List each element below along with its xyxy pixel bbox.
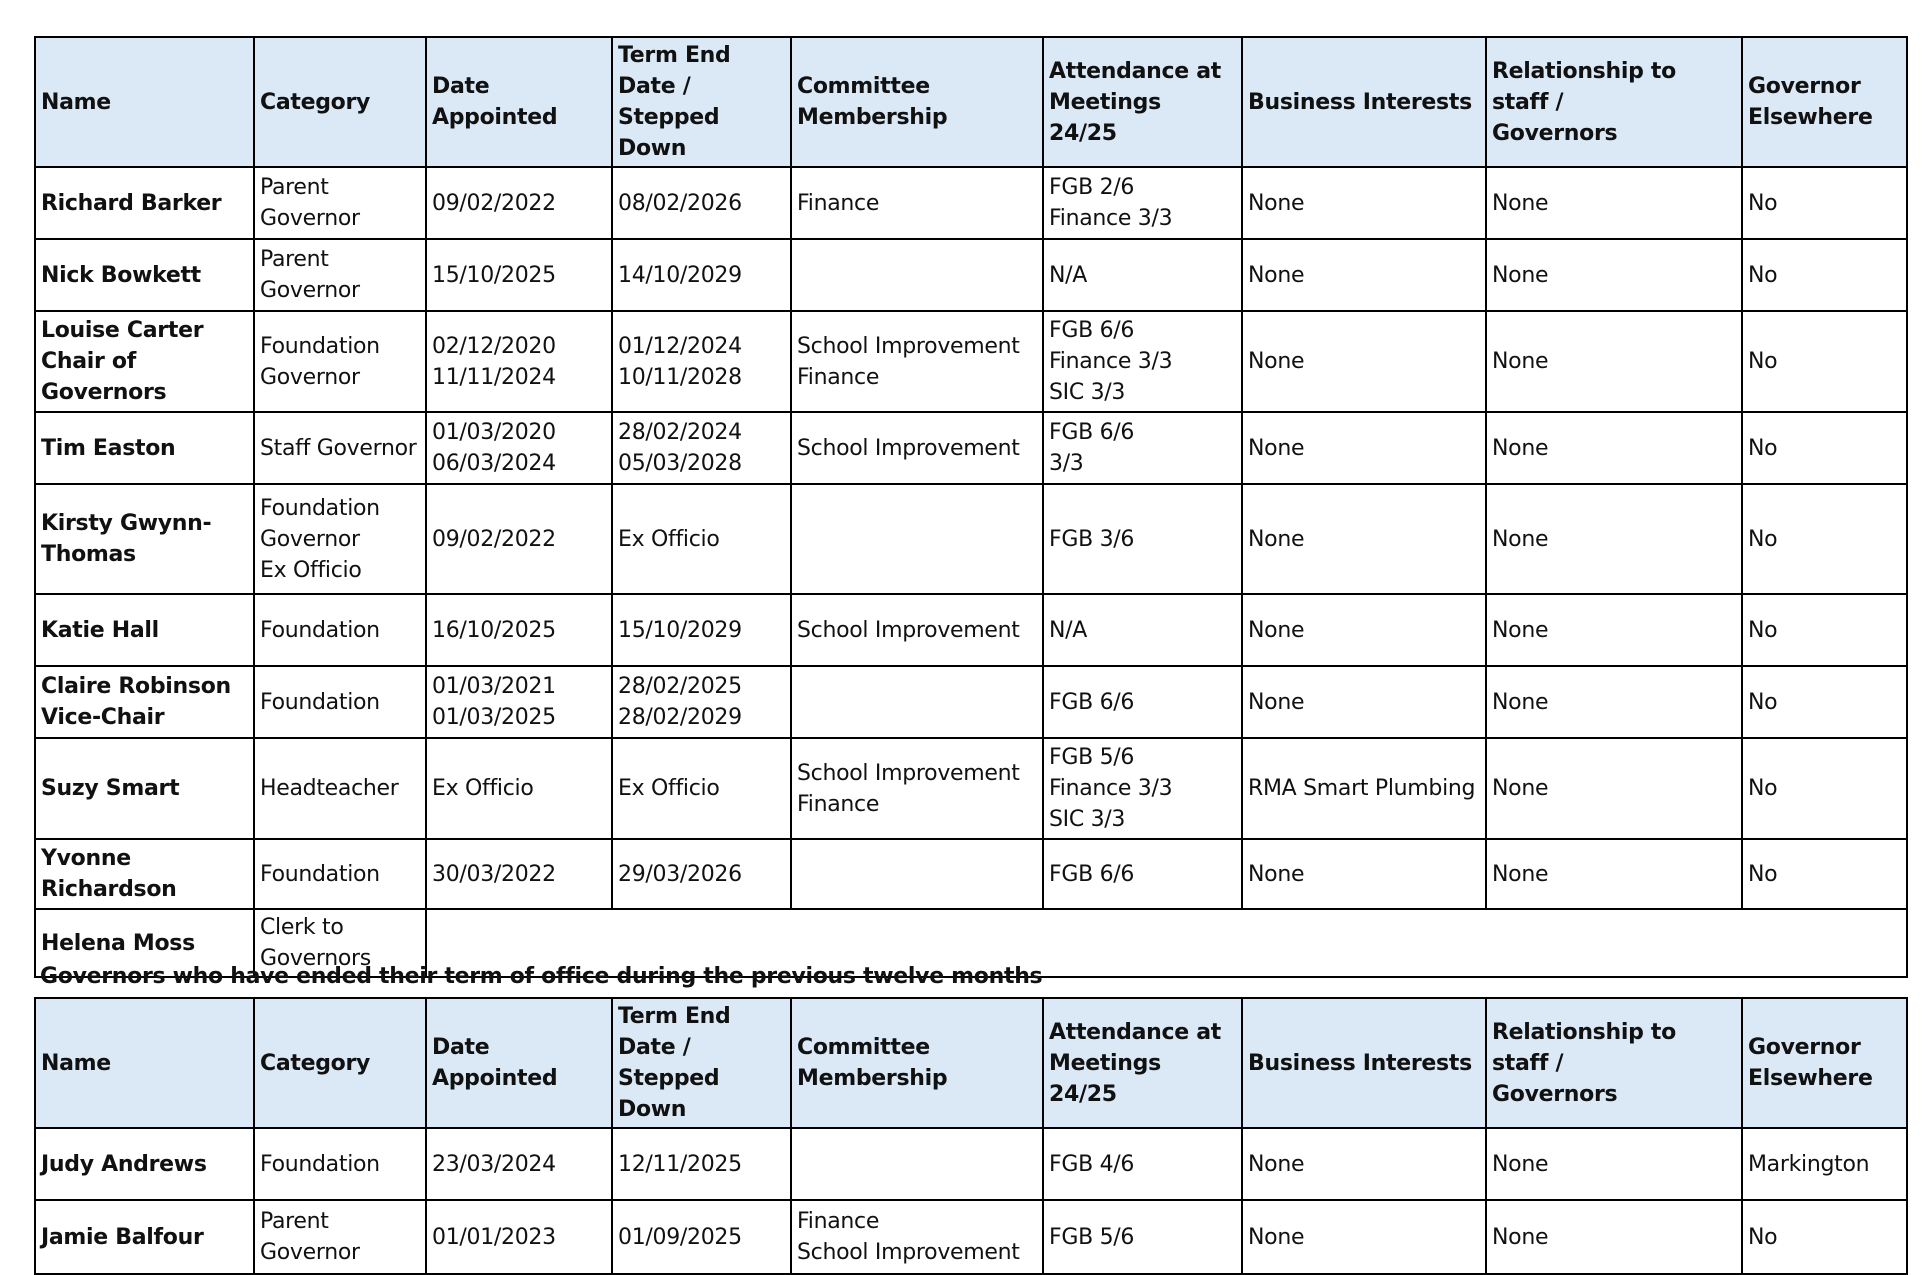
cell-line: 10/11/2028	[618, 364, 742, 390]
cell-line: N/A	[1049, 262, 1088, 288]
cell-line: Business Interests	[1248, 1050, 1472, 1076]
column-header-relationship	[1486, 37, 1742, 167]
cell-line: FGB 6/6	[1049, 861, 1135, 887]
cell-line: Clerk to	[260, 915, 344, 940]
appointed-cell	[426, 594, 612, 666]
relationship-cell	[1486, 594, 1742, 666]
relationship-cell	[1486, 839, 1742, 909]
business-cell	[1242, 1128, 1486, 1200]
cell-line: No	[1748, 689, 1778, 715]
cell-line: Elsewhere	[1748, 1066, 1873, 1091]
cell-line: None	[1492, 349, 1549, 374]
cell-line: 02/12/2020	[432, 333, 556, 359]
relationship-cell	[1486, 738, 1742, 839]
committee-cell	[791, 839, 1043, 909]
cell-line: School Improvement	[797, 760, 1020, 786]
appointed-cell	[426, 412, 612, 484]
cell-line: Finance	[797, 364, 880, 390]
cell-line: Term End Date /	[618, 43, 731, 99]
column-header-elsewhere	[1742, 37, 1907, 167]
cell-line: 15/10/2029	[618, 617, 742, 643]
cell-line: Membership	[797, 1066, 948, 1091]
attendance-cell	[1043, 839, 1242, 909]
column-header-committee	[791, 37, 1043, 167]
cell-line: SIC 3/3	[1049, 807, 1126, 832]
cell-line: Parent	[260, 247, 329, 272]
cell-line: 06/03/2024	[432, 451, 556, 476]
cell-line: None	[1248, 1151, 1305, 1177]
term-end-cell	[612, 1200, 791, 1274]
cell-line: No	[1748, 526, 1778, 552]
category-cell	[254, 1128, 426, 1200]
name-cell	[35, 1128, 254, 1200]
cell-line: 16/10/2025	[432, 617, 556, 643]
cell-line: None	[1248, 526, 1305, 552]
past-governors-table	[34, 997, 1908, 1275]
business-cell	[1242, 738, 1486, 839]
cell-line: Foundation	[260, 333, 380, 359]
current-table-body	[35, 167, 1907, 977]
past-governors-section-title: Governors who have ended their term of office during the previous twelve months	[40, 964, 1043, 989]
attendance-cell	[1043, 412, 1242, 484]
business-cell	[1242, 412, 1486, 484]
cell-line: FGB 2/6	[1049, 175, 1135, 200]
attendance-cell	[1043, 666, 1242, 738]
term-end-cell	[612, 738, 791, 839]
cell-line: 29/03/2026	[618, 861, 742, 887]
category-cell	[254, 167, 426, 239]
cell-line: None	[1248, 861, 1305, 887]
category-cell	[254, 738, 426, 839]
cell-line: FGB 6/6	[1049, 420, 1135, 445]
cell-line: Kirsty Gwynn-	[41, 511, 212, 536]
cell-line: 09/02/2022	[432, 526, 556, 552]
cell-line: Foundation	[260, 1151, 380, 1177]
cell-line: None	[1248, 190, 1305, 216]
relationship-cell	[1486, 412, 1742, 484]
category-cell	[254, 484, 426, 594]
relationship-cell	[1486, 484, 1742, 594]
relationship-cell	[1486, 239, 1742, 311]
elsewhere-cell	[1742, 1128, 1907, 1200]
name-cell	[35, 311, 254, 412]
category-cell	[254, 839, 426, 909]
cell-line: Meetings 24/25	[1049, 89, 1161, 146]
cell-line: None	[1248, 617, 1305, 643]
cell-line: None	[1248, 435, 1305, 461]
attendance-cell	[1043, 594, 1242, 666]
term-end-cell	[612, 484, 791, 594]
cell-line: 01/03/2021	[432, 674, 556, 699]
term-end-cell	[612, 1128, 791, 1200]
table-row	[35, 239, 1907, 311]
attendance-cell	[1043, 239, 1242, 311]
column-header-attendance	[1043, 37, 1242, 167]
cell-line: 11/11/2024	[432, 364, 556, 390]
cell-line: Nick Bowkett	[41, 262, 201, 288]
cell-line: None	[1492, 262, 1549, 288]
cell-line: Suzy Smart	[41, 776, 180, 801]
table-row	[35, 839, 1907, 909]
cell-line: 28/02/2025	[618, 674, 742, 699]
business-cell	[1242, 239, 1486, 311]
elsewhere-cell	[1742, 1200, 1907, 1274]
column-header-elsewhere	[1742, 998, 1907, 1128]
committee-cell	[791, 167, 1043, 239]
cell-line: Ex Officio	[432, 776, 534, 801]
cell-line: School Improvement	[797, 333, 1020, 359]
appointed-cell	[426, 839, 612, 909]
column-header-attendance	[1043, 998, 1242, 1128]
cell-line: None	[1492, 190, 1549, 216]
past-table-header	[35, 998, 1907, 1128]
appointed-cell	[426, 738, 612, 839]
committee-cell	[791, 666, 1043, 738]
category-cell	[254, 311, 426, 412]
cell-line: Governor	[260, 206, 360, 231]
attendance-cell	[1043, 738, 1242, 839]
header-row	[35, 998, 1907, 1128]
cell-line: Governor	[260, 278, 360, 303]
elsewhere-cell	[1742, 412, 1907, 484]
cell-line: Committee	[797, 74, 930, 99]
committee-cell	[791, 1200, 1043, 1274]
cell-line: Date Appointed	[432, 74, 558, 130]
table-row	[35, 484, 1907, 594]
attendance-cell	[1043, 1200, 1242, 1274]
table-row	[35, 594, 1907, 666]
cell-line: Finance	[797, 1209, 880, 1234]
cell-line: 30/03/2022	[432, 861, 556, 887]
appointed-cell	[426, 1128, 612, 1200]
cell-line: Governor	[260, 526, 360, 552]
cell-line: Meetings 24/25	[1049, 1050, 1161, 1107]
cell-line: 08/02/2026	[618, 190, 742, 216]
table-row	[35, 311, 1907, 412]
cell-line: Foundation	[260, 617, 380, 643]
appointed-cell	[426, 167, 612, 239]
appointed-cell	[426, 1200, 612, 1274]
cell-line: Ex Officio	[260, 557, 362, 583]
cell-line: 28/02/2024	[618, 420, 742, 445]
cell-line: Chair of Governors	[41, 349, 167, 405]
attendance-cell	[1043, 167, 1242, 239]
cell-line: No	[1748, 435, 1778, 461]
cell-line: No	[1748, 617, 1778, 643]
elsewhere-cell	[1742, 839, 1907, 909]
elsewhere-cell	[1742, 738, 1907, 839]
cell-line: Ex Officio	[618, 776, 720, 801]
cell-line: Governor	[260, 364, 360, 390]
cell-line: None	[1492, 435, 1549, 461]
cell-line: Tim Easton	[41, 435, 176, 461]
cell-line: Date Appointed	[432, 1035, 558, 1091]
column-header-term-end	[612, 998, 791, 1128]
cell-line: Attendance at	[1049, 58, 1221, 84]
cell-line: Finance 3/3	[1049, 349, 1173, 374]
category-cell	[254, 666, 426, 738]
name-cell	[35, 484, 254, 594]
cell-line: Finance 3/3	[1049, 206, 1173, 231]
cell-line: None	[1492, 689, 1549, 715]
term-end-cell	[612, 311, 791, 412]
cell-line: No	[1748, 262, 1778, 288]
cell-line: SIC 3/3	[1049, 380, 1126, 405]
cell-line: Stepped Down	[618, 105, 720, 161]
cell-line: Thomas	[41, 542, 136, 567]
cell-line: Parent	[260, 1209, 329, 1234]
cell-line: 01/09/2025	[618, 1224, 742, 1250]
cell-line: Staff Governor	[260, 435, 417, 461]
cell-line: Foundation	[260, 495, 380, 521]
elsewhere-cell	[1742, 239, 1907, 311]
name-cell	[35, 412, 254, 484]
table-row	[35, 666, 1907, 738]
column-header-business	[1242, 37, 1486, 167]
name-cell	[35, 167, 254, 239]
cell-line: Membership	[797, 105, 948, 130]
business-cell	[1242, 167, 1486, 239]
name-cell	[35, 594, 254, 666]
cell-line: FGB 5/6	[1049, 745, 1135, 770]
cell-line: Claire Robinson	[41, 674, 231, 699]
cell-line: 14/10/2029	[618, 262, 742, 288]
elsewhere-cell	[1742, 666, 1907, 738]
cell-line: N/A	[1049, 617, 1088, 643]
business-cell	[1242, 666, 1486, 738]
column-header-category	[254, 37, 426, 167]
cell-line: No	[1748, 776, 1778, 801]
cell-line: Jamie Balfour	[41, 1224, 204, 1250]
cell-line: 01/01/2023	[432, 1224, 556, 1250]
column-header-appointed	[426, 37, 612, 167]
column-header-relationship	[1486, 998, 1742, 1128]
relationship-cell	[1486, 167, 1742, 239]
cell-line: 3/3	[1049, 451, 1084, 476]
cell-line: Relationship to staff /	[1492, 1019, 1676, 1076]
name-cell	[35, 839, 254, 909]
term-end-cell	[612, 167, 791, 239]
cell-line: None	[1492, 1224, 1549, 1250]
cell-line: None	[1492, 861, 1549, 887]
cell-line: Governors	[1492, 120, 1618, 146]
cell-line: None	[1248, 1224, 1305, 1250]
term-end-cell	[612, 839, 791, 909]
relationship-cell	[1486, 1128, 1742, 1200]
cell-line: No	[1748, 349, 1778, 374]
cell-line: Richard Barker	[41, 190, 222, 216]
cell-line: None	[1492, 617, 1549, 643]
cell-line: 09/02/2022	[432, 190, 556, 216]
business-cell	[1242, 311, 1486, 412]
cell-line: 15/10/2025	[432, 262, 556, 288]
name-cell	[35, 666, 254, 738]
cell-line: Markington	[1748, 1151, 1870, 1177]
attendance-cell	[1043, 1128, 1242, 1200]
column-header-business	[1242, 998, 1486, 1128]
column-header-category	[254, 998, 426, 1128]
appointed-cell	[426, 239, 612, 311]
cell-line: Louise Carter	[41, 318, 204, 343]
term-end-cell	[612, 239, 791, 311]
cell-line: Vice-Chair	[41, 705, 165, 730]
cell-line: Foundation	[260, 689, 380, 715]
committee-cell	[791, 412, 1043, 484]
appointed-cell	[426, 484, 612, 594]
cell-line: School Improvement	[797, 617, 1020, 643]
header-row	[35, 37, 1907, 167]
cell-line: Elsewhere	[1748, 105, 1873, 130]
column-header-appointed	[426, 998, 612, 1128]
cell-line: None	[1492, 526, 1549, 552]
elsewhere-cell	[1742, 594, 1907, 666]
cell-line: 23/03/2024	[432, 1151, 556, 1177]
relationship-cell	[1486, 666, 1742, 738]
cell-line: None	[1492, 1151, 1549, 1177]
cell-line: FGB 6/6	[1049, 318, 1135, 343]
cell-line: Helena Moss	[41, 930, 195, 956]
table-row	[35, 1128, 1907, 1200]
cell-line: Foundation	[260, 861, 380, 887]
name-cell	[35, 1200, 254, 1274]
category-cell	[254, 412, 426, 484]
cell-line: Stepped Down	[618, 1066, 720, 1122]
committee-cell	[791, 484, 1043, 594]
business-cell	[1242, 839, 1486, 909]
column-header-term-end	[612, 37, 791, 167]
cell-line: Finance	[797, 190, 880, 216]
table-row	[35, 412, 1907, 484]
table-row	[35, 1200, 1907, 1274]
cell-line: FGB 4/6	[1049, 1151, 1135, 1177]
appointed-cell	[426, 311, 612, 412]
cell-line: FGB 6/6	[1049, 689, 1135, 715]
term-end-cell	[612, 594, 791, 666]
cell-line: 05/03/2028	[618, 451, 742, 476]
past-table-body	[35, 1128, 1907, 1274]
cell-line: Governors	[260, 946, 371, 971]
term-end-cell	[612, 412, 791, 484]
name-cell	[35, 738, 254, 839]
attendance-cell	[1043, 484, 1242, 594]
cell-line: FGB 3/6	[1049, 526, 1135, 552]
term-end-cell	[612, 666, 791, 738]
table-row	[35, 167, 1907, 239]
cell-line: Governor	[260, 1240, 360, 1265]
cell-line: 28/02/2029	[618, 705, 742, 730]
business-cell	[1242, 484, 1486, 594]
cell-line: Category	[260, 89, 371, 115]
name-cell	[35, 239, 254, 311]
relationship-cell	[1486, 1200, 1742, 1274]
category-cell	[254, 594, 426, 666]
cell-line: Katie Hall	[41, 617, 159, 643]
cell-line: Relationship to staff /	[1492, 58, 1676, 115]
cell-line: Headteacher	[260, 776, 399, 801]
committee-cell	[791, 594, 1043, 666]
committee-cell	[791, 311, 1043, 412]
cell-line: 01/03/2025	[432, 705, 556, 730]
cell-line: None	[1248, 262, 1305, 288]
cell-line: Name	[41, 89, 111, 115]
cell-line: Judy Andrews	[41, 1151, 207, 1177]
cell-line: Name	[41, 1050, 111, 1076]
cell-line: Business Interests	[1248, 89, 1472, 115]
cell-line: 12/11/2025	[618, 1151, 742, 1177]
cell-line: 01/12/2024	[618, 333, 742, 359]
appointed-cell	[426, 666, 612, 738]
committee-cell	[791, 1128, 1043, 1200]
cell-line: None	[1248, 349, 1305, 374]
cell-line: Term End Date /	[618, 1004, 731, 1060]
cell-line: Finance	[797, 791, 880, 817]
cell-line: No	[1748, 1224, 1778, 1250]
cell-line: No	[1748, 861, 1778, 887]
column-header-name	[35, 37, 254, 167]
cell-line: Yvonne Richardson	[41, 846, 177, 902]
category-cell	[254, 1200, 426, 1274]
table-row	[35, 738, 1907, 839]
elsewhere-cell	[1742, 484, 1907, 594]
cell-line: Attendance at	[1049, 1019, 1221, 1045]
column-header-committee	[791, 998, 1043, 1128]
cell-line: Parent	[260, 175, 329, 200]
business-cell	[1242, 1200, 1486, 1274]
cell-line: Ex Officio	[618, 526, 720, 552]
cell-line: School Improvement	[797, 1240, 1020, 1265]
elsewhere-cell	[1742, 311, 1907, 412]
cell-line: FGB 5/6	[1049, 1224, 1135, 1250]
cell-line: Committee	[797, 1035, 930, 1060]
relationship-cell	[1486, 311, 1742, 412]
elsewhere-cell	[1742, 167, 1907, 239]
cell-line: Category	[260, 1050, 371, 1076]
category-cell	[254, 239, 426, 311]
column-header-name	[35, 998, 254, 1128]
cell-line: School Improvement	[797, 435, 1020, 461]
current-governors-table	[34, 36, 1908, 978]
cell-line: RMA Smart Plumbing	[1248, 776, 1476, 801]
cell-line: Governors	[1492, 1081, 1618, 1107]
cell-line: None	[1248, 689, 1305, 715]
cell-line: Finance 3/3	[1049, 776, 1173, 801]
cell-line: No	[1748, 190, 1778, 216]
committee-cell	[791, 239, 1043, 311]
committee-cell	[791, 738, 1043, 839]
attendance-cell	[1043, 311, 1242, 412]
business-cell	[1242, 594, 1486, 666]
cell-line: None	[1492, 776, 1549, 801]
cell-line: Governor	[1748, 1035, 1861, 1060]
cell-line: 01/03/2020	[432, 420, 556, 445]
current-table-header	[35, 37, 1907, 167]
cell-line: Governor	[1748, 74, 1861, 99]
